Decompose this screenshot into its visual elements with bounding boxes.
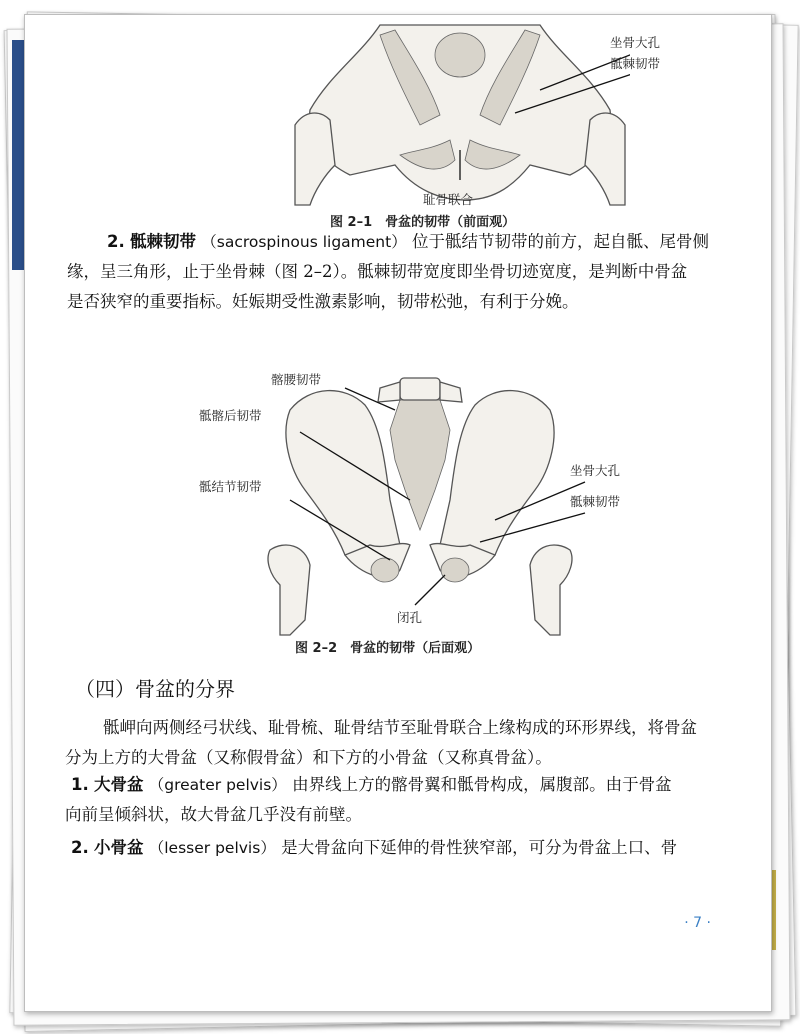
label-sacrotuberous-ligament: 骶结节韧带 <box>199 479 262 494</box>
label-sacrospinous-ligament: 骶棘韧带 <box>610 56 661 71</box>
paragraph-line: 是否狭窄的重要指标。妊娠期受性激素影响，韧带松弛，有利于分娩。 <box>67 292 579 311</box>
item-english-term: （greater pelvis） <box>148 776 287 794</box>
section-sacrospinous-line1 <box>107 229 709 255</box>
item-number: 1. <box>71 775 89 794</box>
book-page <box>24 14 772 1012</box>
item-term: 小骨盆 <box>94 838 144 857</box>
label-greater-sciatic-foramen: 坐骨大孔 <box>610 35 661 50</box>
page-number: · 7 · <box>684 915 711 931</box>
item-term: 骶棘韧带 <box>130 232 196 251</box>
label-obturator-foramen: 闭孔 <box>397 610 423 625</box>
paragraph-line: 向前呈倾斜状，故大骨盆几乎没有前壁。 <box>65 805 362 824</box>
paragraph-line: 分为上方的大骨盆（又称假骨盆）和下方的小骨盆（又称真骨盆）。 <box>65 748 552 767</box>
item-number: 2. <box>107 232 125 251</box>
item-text: 是大骨盆向下延伸的骨性狭窄部，可分为骨盆上口、骨 <box>281 838 678 857</box>
list-item-greater-pelvis <box>71 772 672 798</box>
label-greater-sciatic-foramen: 坐骨大孔 <box>570 463 621 478</box>
item-text: 位于骶结节韧带的前方，起自骶、尾骨侧 <box>411 232 709 251</box>
label-pubic-symphysis: 耻骨联合 <box>423 192 474 207</box>
item-text: 由界线上方的髂骨翼和骶骨构成，属腹部。由于骨盆 <box>292 775 672 794</box>
label-sacrospinous-ligament: 骶棘韧带 <box>570 494 621 509</box>
figure-pelvis-posterior <box>250 370 590 640</box>
label-iliolumbar-ligament: 髂腰韧带 <box>271 372 322 387</box>
label-posterior-sacroiliac-ligament: 骶髂后韧带 <box>199 408 262 423</box>
section-heading: （四）骨盆的分界 <box>75 677 235 701</box>
figure-pelvis-anterior <box>290 15 630 215</box>
book-cover-edge <box>12 40 24 270</box>
item-number: 2. <box>71 838 89 857</box>
paragraph-line: 缘，呈三角形，止于坐骨棘（图 2–2）。骶棘韧带宽度即坐骨切迹宽度，是判断中骨盆 <box>67 262 688 281</box>
item-term: 大骨盆 <box>94 775 144 794</box>
list-item-lesser-pelvis <box>71 835 677 861</box>
item-english-term: （lesser pelvis） <box>148 839 276 857</box>
item-english-term: （sacrospinous ligament） <box>201 233 407 251</box>
paragraph-line: 骶岬向两侧经弓状线、耻骨梳、耻骨结节至耻骨联合上缘构成的环形界线，将骨盆 <box>103 718 697 737</box>
figure-caption: 图 2–1 骨盆的韧带（前面观） <box>330 215 516 230</box>
figure-caption: 图 2–2 骨盆的韧带（后面观） <box>295 641 481 656</box>
